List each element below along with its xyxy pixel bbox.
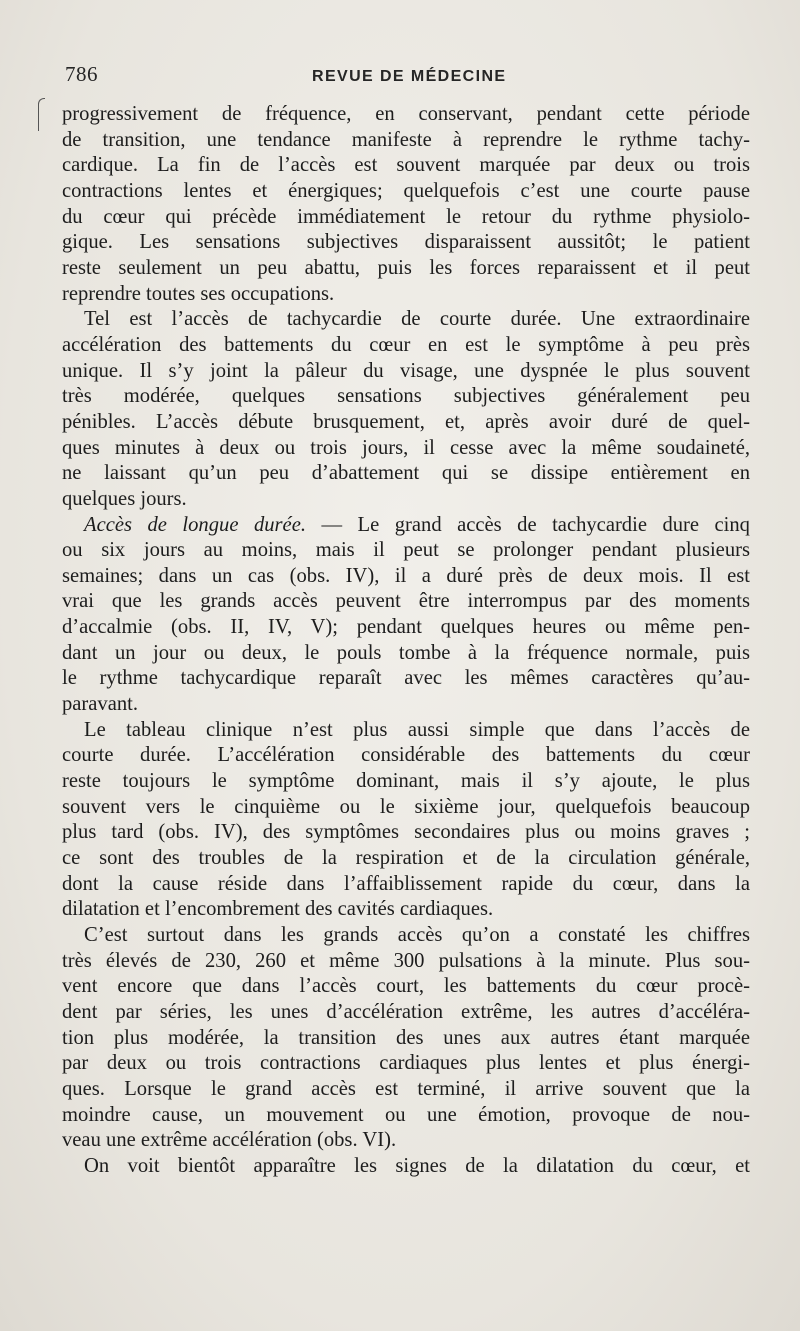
- text-line: ce sont des troubles de la respiration et de la circulation générale,: [62, 847, 750, 870]
- text-line: semaines; dans un cas (obs. IV), il a duré près de deux mois. Il est: [62, 564, 750, 587]
- text-line: veau une extrême accélération (obs. VI).: [62, 1129, 397, 1152]
- running-title: REVUE DE MÉDECINE: [312, 68, 507, 85]
- text-line: souvent vers le cinquième ou le sixième jour, quelquefois beaucoup: [62, 795, 750, 818]
- text-line: dont la cause réside dans l’affaiblissement rapide du cœur, dans la: [62, 872, 750, 895]
- text-line: dilatation et l’encombrement des cavités cardiaques.: [62, 898, 494, 921]
- text-line: par deux ou trois contractions cardiaques plus lentes et plus énergi-: [62, 1052, 750, 1075]
- text-line: dent par séries, les unes d’accélération extrême, les autres d’accéléra-: [62, 1000, 750, 1023]
- text-line: ques minutes à deux ou trois jours, il cesse avec la même soudaineté,: [62, 436, 750, 459]
- text-line: ou six jours au moins, mais il peut se prolonger pendant plusieurs: [62, 539, 750, 562]
- text-line: C’est surtout dans les grands accès qu’on a constaté les chiffres: [84, 924, 750, 946]
- text-line: très modérée, quelques sensations subjectives généralement peu: [62, 385, 750, 408]
- text-line: plus tard (obs. IV), des symptômes secondaires plus ou moins graves ;: [62, 821, 750, 844]
- text-line: accélération des battements du cœur en est le symptôme à peu près: [62, 333, 750, 356]
- text-line: [62, 513, 750, 539]
- text-line: On voit bientôt apparaître les signes de la dilatation du cœur, et: [84, 1154, 750, 1177]
- text-line: courte durée. L’accélération considérable des battements du cœur: [62, 744, 750, 767]
- page-number: 786: [65, 62, 98, 86]
- paragraph-p4: [62, 718, 750, 923]
- text-line: reste toujours le symptôme dominant, mais il s’y ajoute, le plus: [62, 770, 750, 793]
- margin-bracket-mark: [38, 98, 45, 131]
- text-line: ne laissant qu’un peu d’abattement qui se dissipe entièrement en: [62, 462, 750, 485]
- paragraph-p2: [62, 307, 750, 512]
- text-line: reprendre toutes ses occupations.: [62, 282, 335, 305]
- text-line: paravant.: [62, 693, 139, 716]
- text-line: d’accalmie (obs. II, IV, V); pendant quelques heures ou même pen-: [62, 616, 750, 639]
- text-line: moindre cause, un mouvement ou une émotion, provoque de nou-: [62, 1103, 750, 1126]
- paragraph-p6: [62, 1154, 750, 1180]
- text-line: tion plus modérée, la transition des unes aux autres étant marquée: [62, 1026, 750, 1049]
- text-line: vent encore que dans l’accès court, les battements du cœur procè-: [62, 975, 750, 998]
- paragraph-p3: [62, 513, 750, 718]
- text-line-rest: — Le grand accès de tachycardie dure cinq: [305, 513, 750, 536]
- text-line: du cœur qui précède immédiatement le retour du rythme physiolo-: [62, 205, 750, 228]
- text-line: de transition, une tendance manifeste à reprendre le rythme tachy-: [62, 128, 750, 151]
- text-line: quelques jours.: [62, 487, 187, 510]
- text-line: reste seulement un peu abattu, puis les forces reparaissent et il peut: [62, 256, 750, 279]
- text-line: pénibles. L’accès débute brusquement, et, après avoir duré de quel-: [62, 410, 750, 433]
- body-text: [62, 102, 750, 1180]
- section-heading-italic: Accès de longue durée.: [84, 513, 306, 536]
- text-line: Le tableau clinique n’est plus aussi simple que dans l’accès de: [84, 718, 750, 741]
- text-line: contractions lentes et énergiques; quelquefois c’est une courte pause: [62, 179, 750, 202]
- text-line: le rythme tachycardique reparaît avec les mêmes caractères qu’au-: [62, 667, 750, 690]
- text-line: ques. Lorsque le grand accès est terminé, il arrive souvent que la: [62, 1077, 750, 1100]
- text-line: progressivement de fréquence, en conservant, pendant cette période: [62, 103, 750, 125]
- paragraph-p1: [62, 102, 750, 307]
- paragraph-p5: [62, 923, 750, 1154]
- text-line: unique. Il s’y joint la pâleur du visage, une dyspnée le plus souvent: [62, 359, 750, 382]
- text-line: cardique. La fin de l’accès est souvent marquée par deux ou trois: [62, 154, 750, 177]
- text-line: Tel est l’accès de tachycardie de courte durée. Une extraordinaire: [84, 308, 750, 331]
- text-line: très élevés de 230, 260 et même 300 pulsations à la minute. Plus sou-: [62, 949, 750, 972]
- text-line: dant un jour ou deux, le pouls tombe à la fréquence normale, puis: [62, 641, 750, 664]
- text-line: gique. Les sensations subjectives disparaissent aussitôt; le patient: [62, 231, 750, 254]
- text-line: vrai que les grands accès peuvent être interrompus par des moments: [62, 590, 750, 613]
- page-header: [62, 60, 748, 100]
